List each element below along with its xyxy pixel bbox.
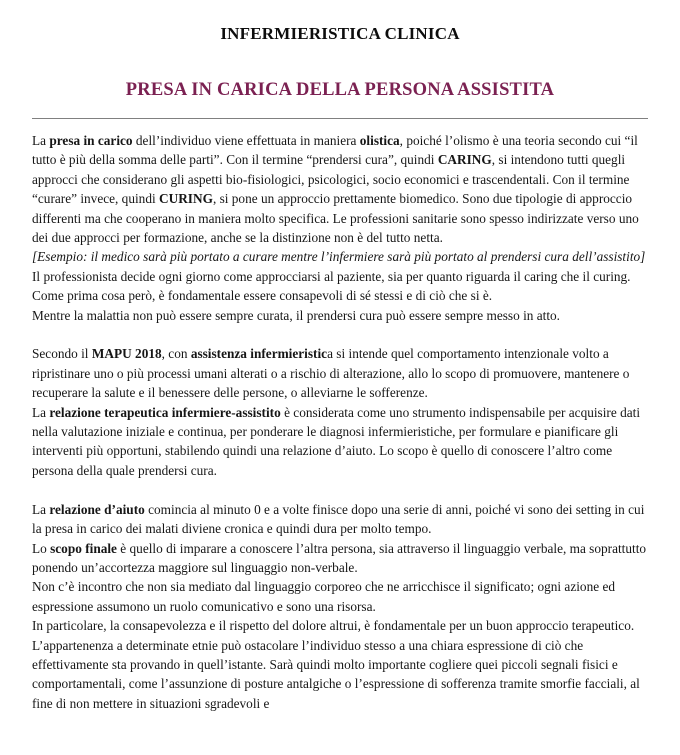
text-run: CURING [159, 191, 213, 207]
paragraph [32, 403, 648, 481]
document-body [32, 131, 648, 713]
paragraph [32, 247, 648, 266]
text-run: relazione d’aiuto [49, 501, 145, 517]
text-run: In particolare, la consapevolezza e il rispetto del dolore altrui, è fondamentale per un buon approccio terapeutico. L’appartenenza a determinate etnie può ostacolare l’individuo stesso a una chiara espressione di ciò che effettivamente sta provando in quell’istante. Sarà quindi molto importante cogliere quei piccoli segnali fisici e comportamentali, come l’assunzione di posture antalgiche o l’espressione di sofferenza tramite smorfie facciali, al fine di non mettere in situazioni sgradevoli e [32, 618, 640, 711]
document-title: INFERMIERISTICA CLINICA [220, 24, 460, 43]
text-run: presa in carico [49, 133, 133, 148]
text-run: è quello di imparare a conoscere l’altra persona, sia attraverso il linguaggio verbale, ma soprattutto ponendo un’accortezza maggiore sul linguaggio non-verbale. [32, 540, 647, 575]
text-run: olistica [359, 133, 400, 148]
paragraph [32, 616, 648, 713]
text-run: [Esempio: il medico sarà più portato a curare mentre l’infermiere sarà più portato al prendersi cura dell’assistito] [32, 249, 646, 265]
text-run: Mentre la malattia non può essere sempre curata, il prendersi cura può essere sempre messo in atto. [32, 307, 560, 323]
text-run: , si intendono tutti quegli approcci che considerano gli aspetti bio-fisiologici, psicologici, socio economici e trascendentali. Con il termine “curare” invece, quindi [32, 152, 630, 207]
paragraph [32, 131, 648, 247]
paragraph [32, 267, 648, 306]
text-run: comincia al minuto 0 e a volte finisce dopo una serie di anni, poiché vi sono dei setting in cui la presa in carico dei malati diviene cronica e quindi dura per molto tempo. [32, 501, 645, 537]
text-run: scopo finale [50, 540, 117, 556]
text-run: relazione terapeutica infermiere-assistito [49, 404, 281, 420]
text-run: La [32, 501, 50, 517]
paragraph [32, 344, 648, 402]
paragraph [32, 539, 648, 578]
text-run: , poiché l’olismo è una teoria secondo cui “il tutto è più della somma delle parti”. Con il termine “prendersi cura”, quindi [32, 133, 638, 168]
paragraph [32, 306, 648, 325]
text-run: Secondo il [32, 346, 92, 362]
text-run: Lo [32, 540, 51, 556]
text-run: Non c’è incontro che non sia mediato dal linguaggio corporeo che ne arricchisce il significato; ogni azione ed espressione assumono un ruolo comunicativo e sono una risorsa. [32, 579, 616, 614]
text-run: CARING [437, 152, 492, 168]
text-run: La [32, 133, 50, 148]
text-run: dell’individuo viene effettuata in maniera [132, 133, 360, 148]
text-run: , si pone un approccio prettamente biomedico. Sono due tipologie di approccio differenti ma che cooperano in maniera molto specifica. Le professioni sanitarie sono spesso indirizzate verso uno dei due approcci per formazione, anche se la distinzione non è del tutto netta. [32, 191, 639, 246]
text-run: è considerata come uno strumento indispensabile per acquisire dati nella valutazione iniziale e continua, per ponderare le diagnosi infermieristiche, per formulare e pianificare gli interventi più opportuni, stabilendo quindi una relazione d’aiuto. Lo scopo è quello di conoscere l’altro come persona della quale prendersi cura. [32, 404, 641, 478]
text-run: assistenza infermieristic [190, 346, 328, 362]
text-run: MAPU 2018 [91, 346, 162, 362]
text-run: Il professionista decide ogni giorno come approcciarsi al paziente, sia per quanto riguarda il caring che il curing. Come prima cosa però, è fondamentale essere consapevoli di sé stessi e di ciò che si è. [32, 268, 631, 304]
text-run: La [32, 404, 50, 420]
divider [32, 118, 648, 119]
text-run: , con [161, 346, 191, 362]
text-run: a si intende quel comportamento intenzionale volto a ripristinare uno o più processi umani alterati o a rischio di alterazione, allo lo scopo di promuovere, mantenere o recuperare la salute e il benessere delle persone, o alleviarne le sofferenze. [32, 346, 630, 401]
paragraph [32, 577, 648, 616]
paragraph [32, 500, 648, 539]
document-subtitle: PRESA IN CARICA DELLA PERSONA ASSISTITA [125, 80, 555, 100]
